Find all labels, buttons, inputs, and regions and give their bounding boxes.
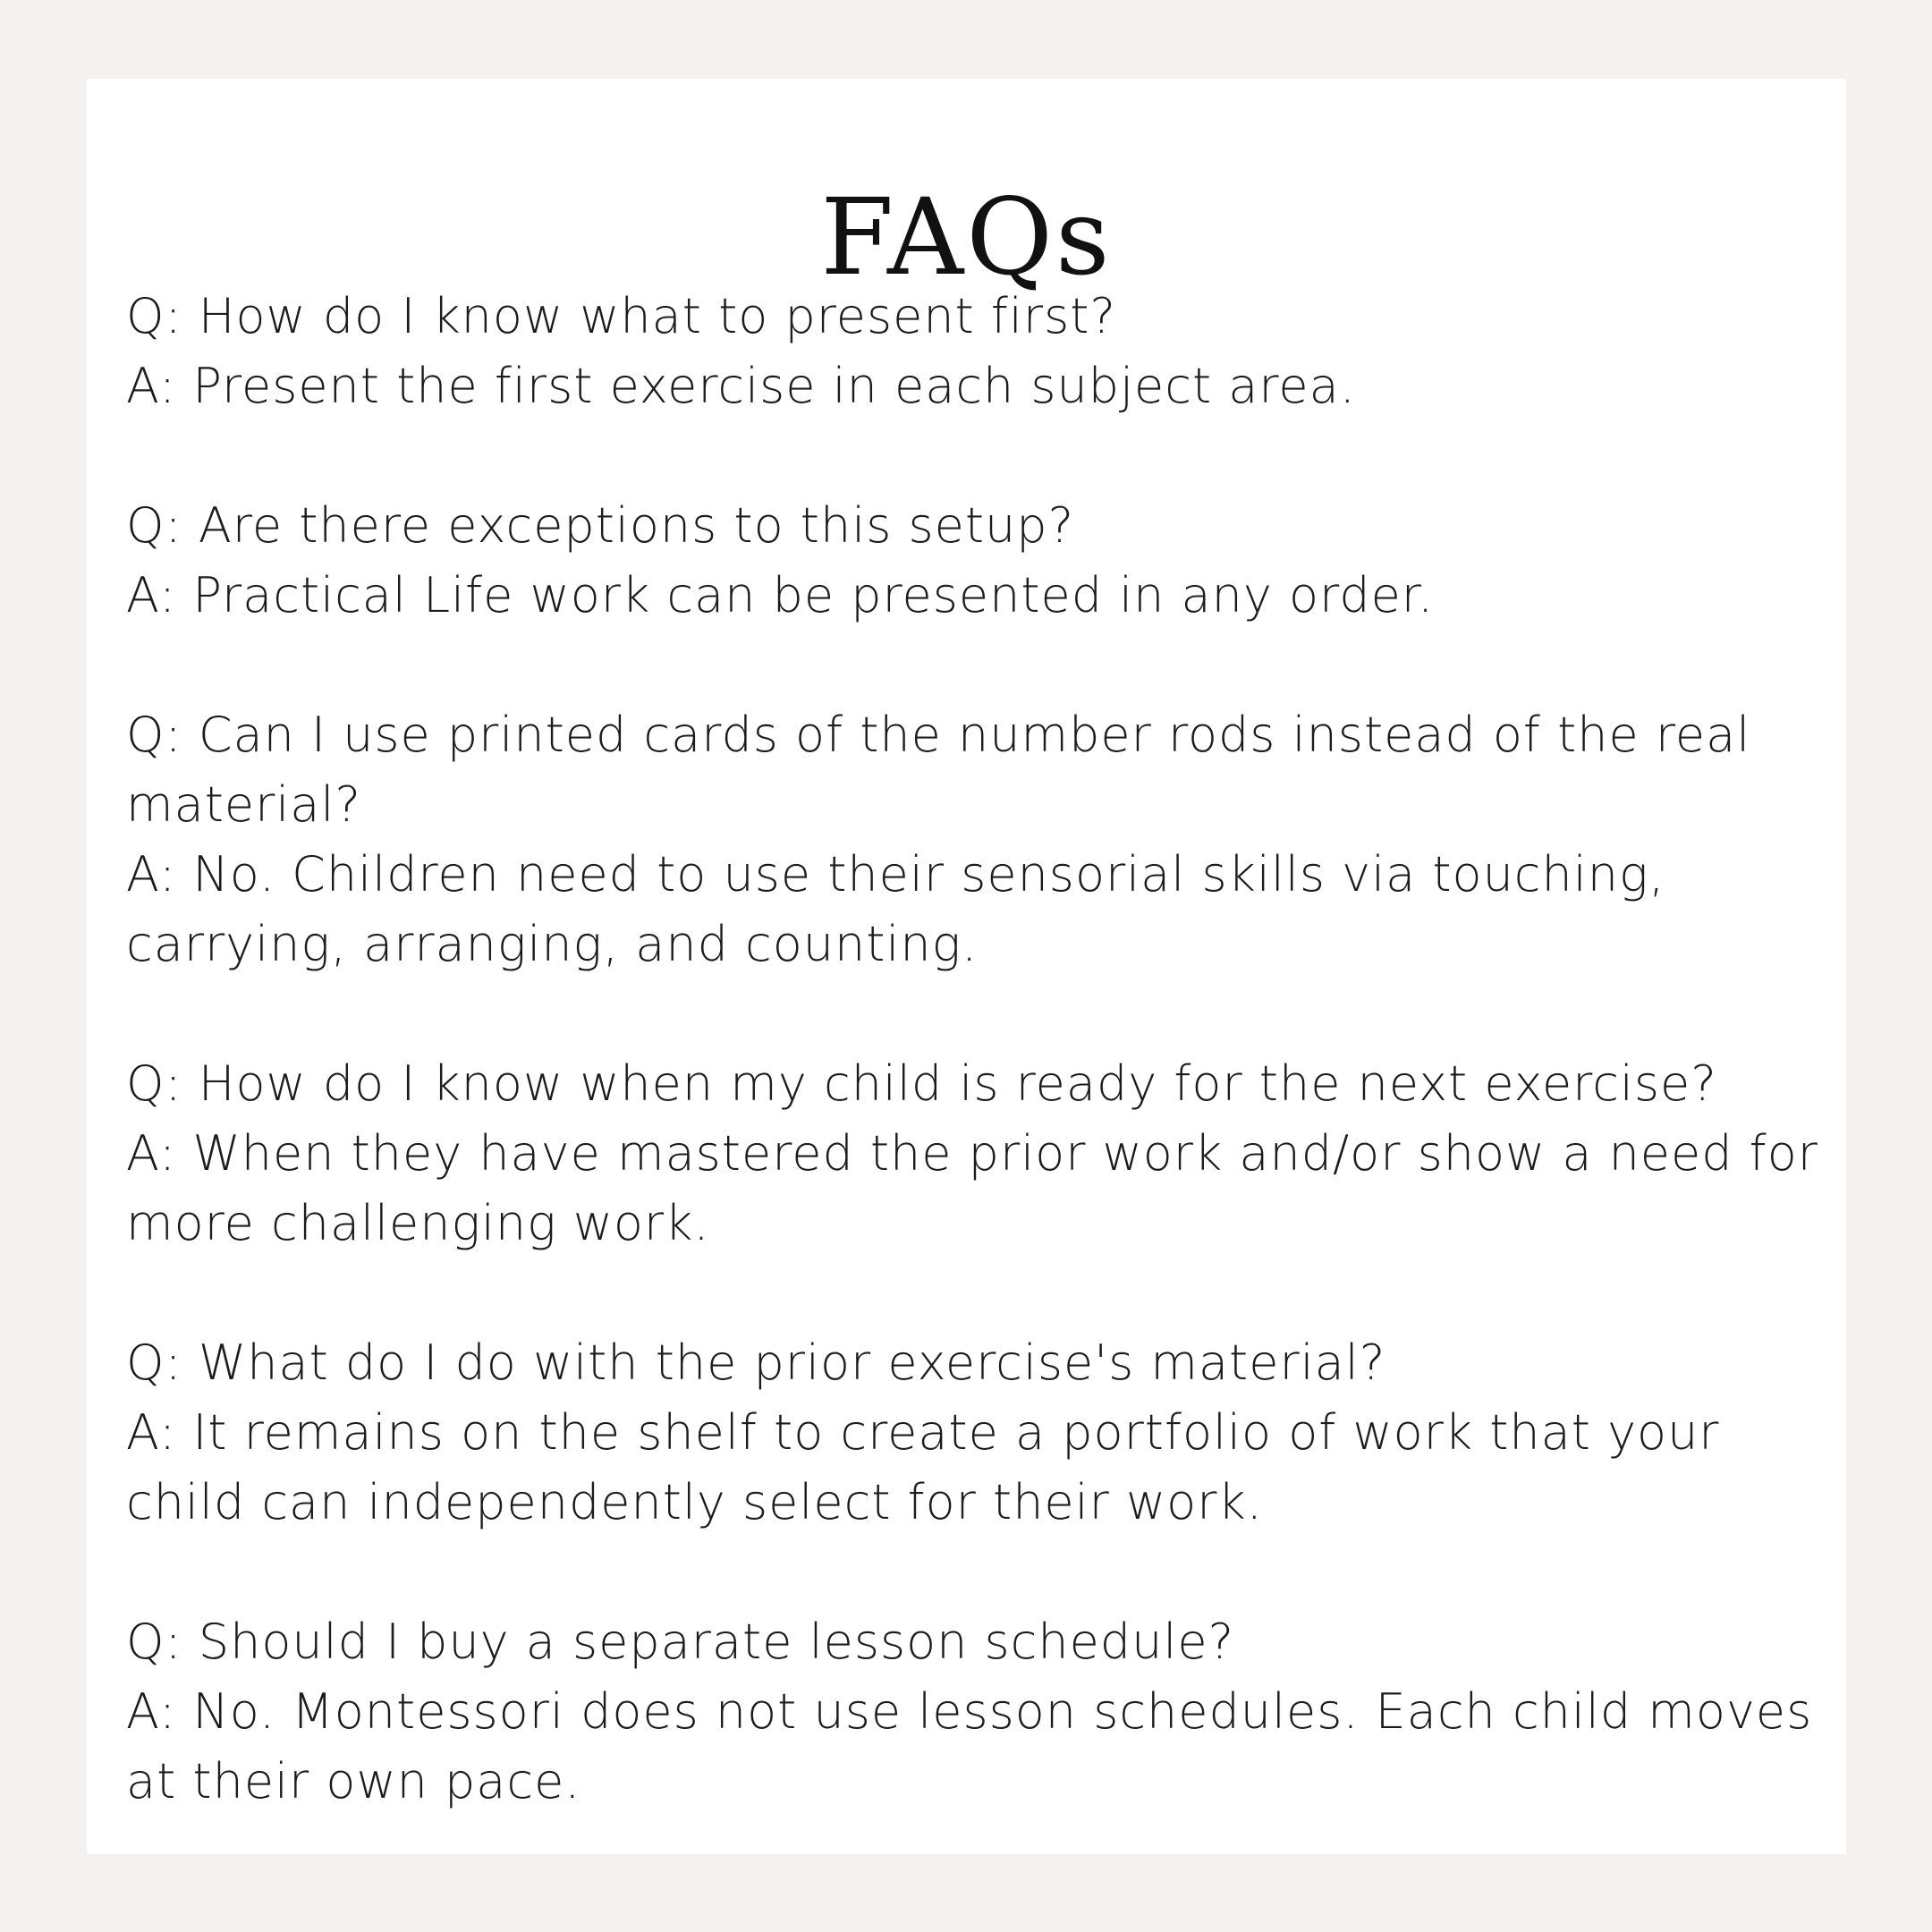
- faq-item: [126, 1049, 1826, 1258]
- faq-question: Q: What do I do with the prior exercise's material?: [126, 1335, 1386, 1391]
- faq-question: Q: Can I use printed cards of the number rods instead of the real material?: [126, 707, 1751, 833]
- faq-item: [126, 700, 1826, 979]
- faq-question: Q: Are there exceptions to this setup?: [126, 497, 1075, 554]
- faq-item: [126, 282, 1826, 421]
- faq-item: [126, 491, 1826, 631]
- faq-question: Q: Should I buy a separate lesson schedule?: [126, 1614, 1235, 1670]
- faq-list: [126, 282, 1826, 1817]
- faq-answer: A: Practical Life work can be presented in any order.: [126, 567, 1435, 623]
- faq-answer: A: Present the first exercise in each subject area.: [126, 358, 1356, 414]
- page-title: FAQs: [820, 175, 1113, 299]
- faq-question: Q: How do I know what to present first?: [126, 288, 1117, 344]
- faq-item: [126, 1607, 1826, 1817]
- faq-answer: A: When they have mastered the prior work and/or show a need for more challenging work.: [126, 1125, 1818, 1251]
- faq-answer: A: It remains on the shelf to create a portfolio of work that your child can independently select for their work.: [126, 1404, 1720, 1530]
- faq-card: [87, 79, 1846, 1854]
- faq-question: Q: How do I know when my child is ready for the next exercise?: [126, 1055, 1717, 1112]
- faq-answer: A: No. Children need to use their sensorial skills via touching, carrying, arranging, and counting.: [126, 846, 1665, 972]
- faq-answer: A: No. Montessori does not use lesson schedules. Each child moves at their own pace.: [126, 1683, 1813, 1809]
- faq-item: [126, 1328, 1826, 1538]
